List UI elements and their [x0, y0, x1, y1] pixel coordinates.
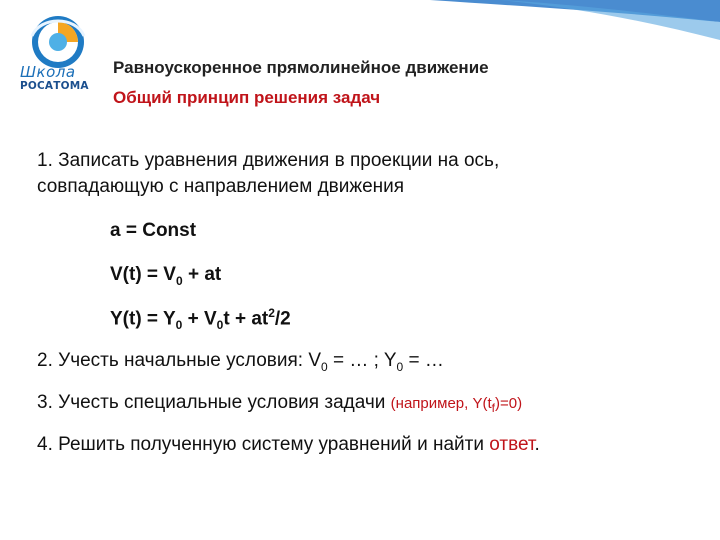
formula-position-part: + V — [182, 308, 217, 330]
formula-position-part: /2 — [274, 308, 291, 330]
step3-text: 3. Учесть специальные условия задачи — [37, 392, 391, 413]
logo-rosatom-text: РОСАТОМА — [20, 80, 89, 92]
formula-position — [110, 306, 291, 332]
step4-text: 4. Решить полученную систему уравнений и найти — [37, 434, 490, 455]
formula-position-part: t + at — [223, 308, 269, 330]
step3-note-part: (например, Y(t — [390, 395, 492, 412]
step3-line — [37, 392, 522, 415]
page-subtitle: Общий принцип решения задач — [113, 88, 381, 107]
step2-part: = … — [403, 350, 444, 371]
step1-line1: 1. Записать уравнения движения в проекции на ось, — [37, 150, 500, 171]
formula-velocity — [110, 264, 221, 288]
formula-position-part: Y(t) = Y — [110, 308, 176, 330]
page-title: Равноускоренное прямолинейное движение — [113, 58, 489, 77]
step4-answer-highlight: ответ — [489, 434, 535, 455]
formula-position-subscript: 0 — [216, 318, 224, 333]
formula-velocity-subscript: 0 — [175, 273, 183, 288]
step4-end: . — [534, 434, 540, 455]
step3-note-subscript: f — [491, 401, 495, 415]
formula-velocity-part: + at — [182, 264, 222, 285]
step1-line2: совпадающую с направлением движения — [37, 176, 405, 197]
formula-position-superscript: 2 — [268, 306, 275, 320]
step2-part: 2. Учесть начальные условия: V — [37, 350, 322, 371]
formula-position-subscript: 0 — [175, 318, 183, 333]
step2-subscript: 0 — [396, 359, 404, 374]
step2-subscript: 0 — [321, 359, 328, 374]
formula-acceleration: a = Const — [110, 220, 197, 241]
step3-example-note — [390, 395, 523, 415]
formula-velocity-part: V(t) = V — [110, 264, 176, 285]
step4-line — [37, 434, 540, 456]
step2-part: = … ; Y — [327, 350, 397, 371]
logo-school-text: Школа — [20, 63, 76, 81]
step2-line — [37, 350, 444, 374]
step3-note-part: )=0) — [494, 395, 523, 412]
